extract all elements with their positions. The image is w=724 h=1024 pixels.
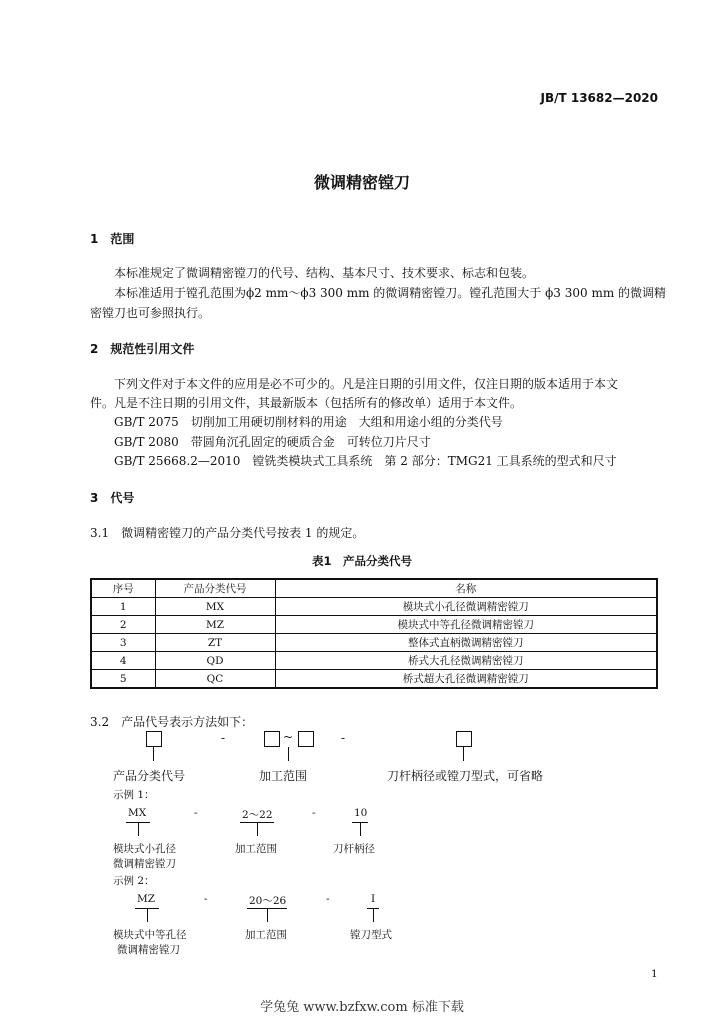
example-2-code-category: MZ: [137, 893, 156, 905]
example-2-code-type: I: [371, 893, 376, 905]
table-row: [91, 670, 657, 689]
table-cell: 4: [91, 652, 155, 670]
example-2-dash: -: [204, 893, 208, 905]
section-3-heading: 3 代号: [90, 491, 135, 505]
code-box-range-min: [264, 731, 280, 747]
table-caption: 表1 产品分类代号: [311, 554, 412, 568]
scheme-tilde: ~: [283, 730, 294, 744]
example-2-label-category-line-1: 模块式中等孔径: [113, 929, 187, 941]
scheme-dash: -: [341, 731, 346, 745]
code-leader-line: [288, 747, 289, 761]
example-2-label-category-line-2: 微调精密镗刀: [117, 944, 180, 956]
code-box-shank: [456, 731, 472, 747]
table-row: [91, 598, 657, 616]
example-2-dash: -: [326, 893, 330, 905]
example-1-label-range: 加工范围: [235, 843, 277, 855]
example-1-code-shank: 10: [354, 807, 368, 819]
table-row: [91, 652, 657, 670]
section-1-paragraph-2-line-2: 密镗刀也可参照执行。: [90, 306, 211, 320]
scheme-dash: -: [221, 731, 226, 745]
example-2-label-type: 镗刀型式: [350, 929, 392, 941]
table-cell: QD: [155, 652, 275, 670]
scheme-label-category: 产品分类代号: [113, 769, 186, 783]
table-cell: 模块式小孔径微调精密镗刀: [275, 598, 657, 616]
section-1-paragraph-2-line-1: 本标准适用于镗孔范围为ϕ2 mm～ϕ3 300 mm 的微调精密镗刀。镗孔范围大于 ϕ3 300 mm 的微调精: [114, 286, 667, 300]
table-cell: 1: [91, 598, 155, 616]
section-1-paragraph-1: 本标准规定了微调精密镗刀的代号、结构、基本尺寸、技术要求、标志和包装。: [114, 266, 535, 280]
reference-item: GB/T 2080 带圆角沉孔固定的硬质合金 可转位刀片尺寸: [114, 435, 431, 449]
table-cell: QC: [155, 670, 275, 689]
table-header-row: [91, 579, 657, 598]
example-1-dash: -: [194, 807, 198, 819]
clause-3-2: 3.2 产品代号表示方法如下：: [90, 715, 254, 729]
table-cell: 模块式中等孔径微调精密镗刀: [275, 616, 657, 634]
watermark: 学兔兔 www.bzfxw.com 标准下载: [260, 1000, 464, 1015]
table-cell: MZ: [155, 616, 275, 634]
leader-line: [147, 908, 148, 922]
example-2-title: 示例 2：: [113, 875, 155, 887]
example-1-code-range: 2～22: [242, 809, 273, 821]
section-1-heading: 1 范围: [90, 232, 135, 246]
section-2-intro-line-2: 件。凡是不注日期的引用文件，其最新版本（包括所有的修改单）适用于本文件。: [90, 396, 523, 410]
example-1-dash: -: [312, 807, 316, 819]
table-cell: 整体式直柄微调精密镗刀: [275, 634, 657, 652]
code-box-category: [146, 731, 162, 747]
document-title: 微调精密镗刀: [313, 173, 410, 192]
leader-line: [257, 822, 258, 836]
document-number: JB/T 13682—2020: [540, 91, 658, 105]
leader-line: [267, 908, 268, 922]
table-cell: 3: [91, 634, 155, 652]
code-leader-line: [463, 747, 464, 761]
table-cell: 2: [91, 616, 155, 634]
example-2-label-range: 加工范围: [245, 929, 287, 941]
page-number: 1: [651, 968, 658, 980]
table-cell: 5: [91, 670, 155, 689]
scheme-label-shank: 刀杆柄径或镗刀型式，可省略: [387, 769, 544, 783]
header-cell: 序号: [91, 579, 155, 598]
table-cell: ZT: [155, 634, 275, 652]
example-1-label-shank: 刀杆柄径: [333, 843, 375, 855]
example-1-code-category: MX: [128, 807, 147, 819]
reference-item: GB/T 2075 切削加工用硬切削材料的用途 大组和用途小组的分类代号: [114, 415, 503, 429]
clause-3-1: 3.1 微调精密镗刀的产品分类代号按表 1 的规定。: [90, 526, 365, 540]
table-row: [91, 634, 657, 652]
section-2-heading: 2 规范性引用文件: [90, 342, 195, 356]
example-1-label-category-line-1: 模块式小孔径: [113, 843, 176, 855]
reference-item: GB/T 25668.2—2010 镗铣类模块式工具系统 第 2 部分：TMG21 工具系统的型式和尺寸: [114, 454, 617, 468]
section-2-intro-line-1: 下列文件对于本文件的应用是必不可少的。凡是注日期的引用文件，仅注日期的版本适用于本文: [114, 377, 619, 391]
table-cell: 桥式大孔径微调精密镗刀: [275, 652, 657, 670]
code-leader-line: [153, 747, 154, 761]
code-box-range-max: [298, 731, 314, 747]
example-1-label-category-line-2: 微调精密镗刀: [113, 858, 176, 870]
leader-line: [373, 908, 374, 922]
header-cell: 产品分类代号: [155, 579, 275, 598]
example-1-title: 示例 1：: [113, 789, 155, 801]
header-cell: 名称: [275, 579, 657, 598]
table-cell: 桥式超大孔径微调精密镗刀: [275, 670, 657, 689]
leader-line: [360, 822, 361, 836]
classification-table: [90, 578, 658, 689]
table-row: [91, 616, 657, 634]
example-2-code-range: 20～26: [249, 895, 287, 907]
table-cell: MX: [155, 598, 275, 616]
leader-line: [138, 822, 139, 836]
scheme-label-range: 加工范围: [259, 769, 308, 783]
